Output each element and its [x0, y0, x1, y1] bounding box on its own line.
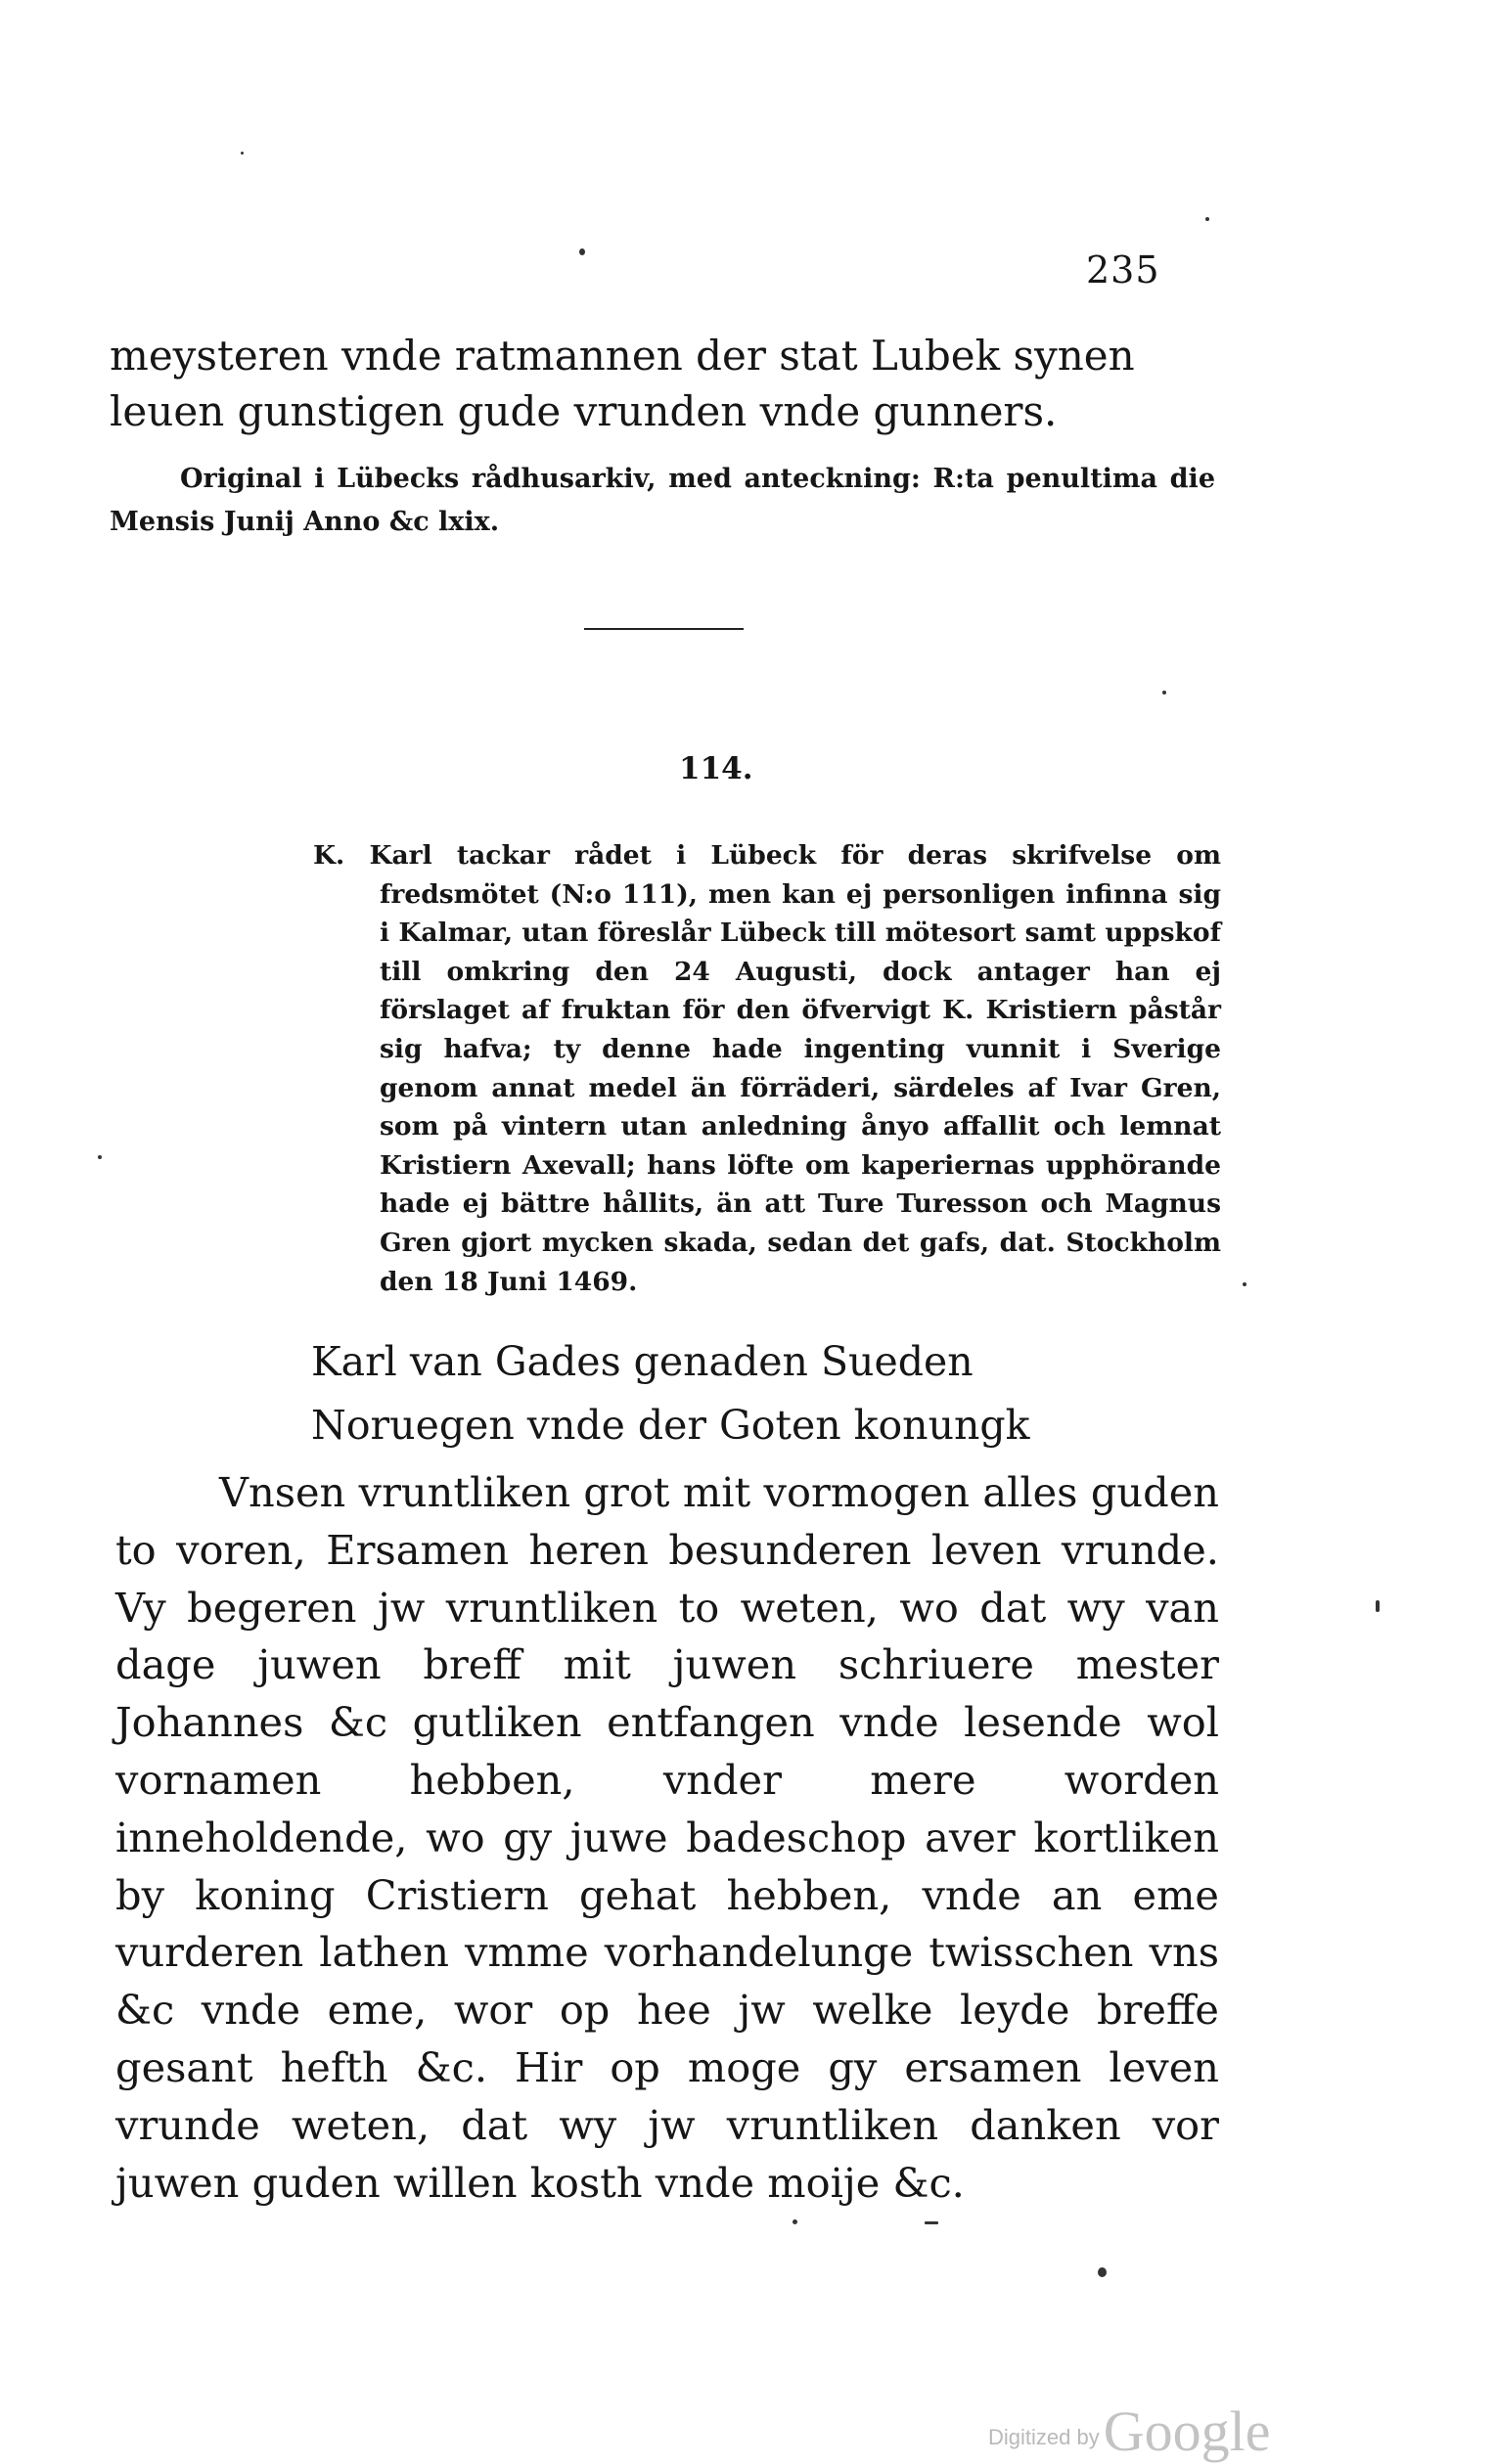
scan-speck [98, 1155, 102, 1159]
scan-speck [1243, 1282, 1246, 1286]
scan-speck [241, 152, 244, 155]
source-note: Original i Lübecks rådhusarkiv, med anteckning: R:ta penultima die Mensis Junij Anno &c lxix. [110, 464, 1215, 537]
letter-salutation [311, 1330, 1192, 1457]
scan-speck [793, 2219, 797, 2224]
document-number-label: 114. [679, 751, 753, 786]
watermark-prefix: Digitized by [988, 2425, 1100, 2449]
salutation-line-2: Noruegen vnde der Goten konungk [311, 1402, 1030, 1449]
section-divider [584, 628, 744, 630]
scan-speck [1098, 2267, 1107, 2277]
google-logo: Google [1103, 2399, 1271, 2463]
scan-speck [1162, 691, 1166, 694]
document-summary: K. Karl tackar rådet i Lübeck för deras skrifvelse om fredsmötet (N:o 111), men kan ej personligen infinna sig i Kalmar, utan föreslår Lübeck till mötesort samt uppskof till omkring den 24 Augusti, dock antager han ej förslaget af fruktan för den öfvervigt K. Kristiern påstår sig hafva; ty denne hade ingenting vunnit i Sverige genom annat medel än förräderi, särdeles af Ivar Gren, som på vintern utan anledning ånyo affallit och lemnat Kristiern Axevall; hans löfte om kaperiernas upphörande hade ej bättre hållits, än att Ture Turesson och Magnus Gren gjort mycken skada, sedan det gafs, dat. Stockholm den 18 Juni 1469. [313, 840, 1221, 1297]
opening-text: meysteren vnde ratmannen der stat Lubek synen leuen gunstigen gude vrunden vnde gunners. [110, 332, 1135, 435]
digitized-by-watermark [988, 2398, 1270, 2464]
scan-speck [1376, 1600, 1380, 1612]
letter-body: Vnsen vruntliken grot mit vormogen alles guden to voren, Ersamen heren besunderen leven vrunde. Vy begeren jw vruntliken to weten, wo dat wy van dage juwen breff mit juwen schriuere mester Johannes &c gutliken entfangen vnde lesende wol vornamen hebben, vnder mere worden inneholdende, wo gy juwe badeschop aver kortliken by koning Cristiern gehat hebben, vnde an eme vurderen lathen vmme vorhandelunge twisschen vns &c vnde eme, wor op hee jw welke leyde breffe gesant hefth &c. Hir op moge gy ersamen leven vrunde weten, dat wy jw vruntliken danken vor juwen guden willen kosth vnde moije &c. [115, 1468, 1219, 2207]
scan-speck [579, 248, 585, 255]
scan-speck [925, 2221, 938, 2224]
page-number: 235 [1086, 248, 1160, 291]
salutation-line-1: Karl van Gades genaden Sueden [311, 1338, 974, 1385]
scan-speck [1205, 217, 1209, 221]
